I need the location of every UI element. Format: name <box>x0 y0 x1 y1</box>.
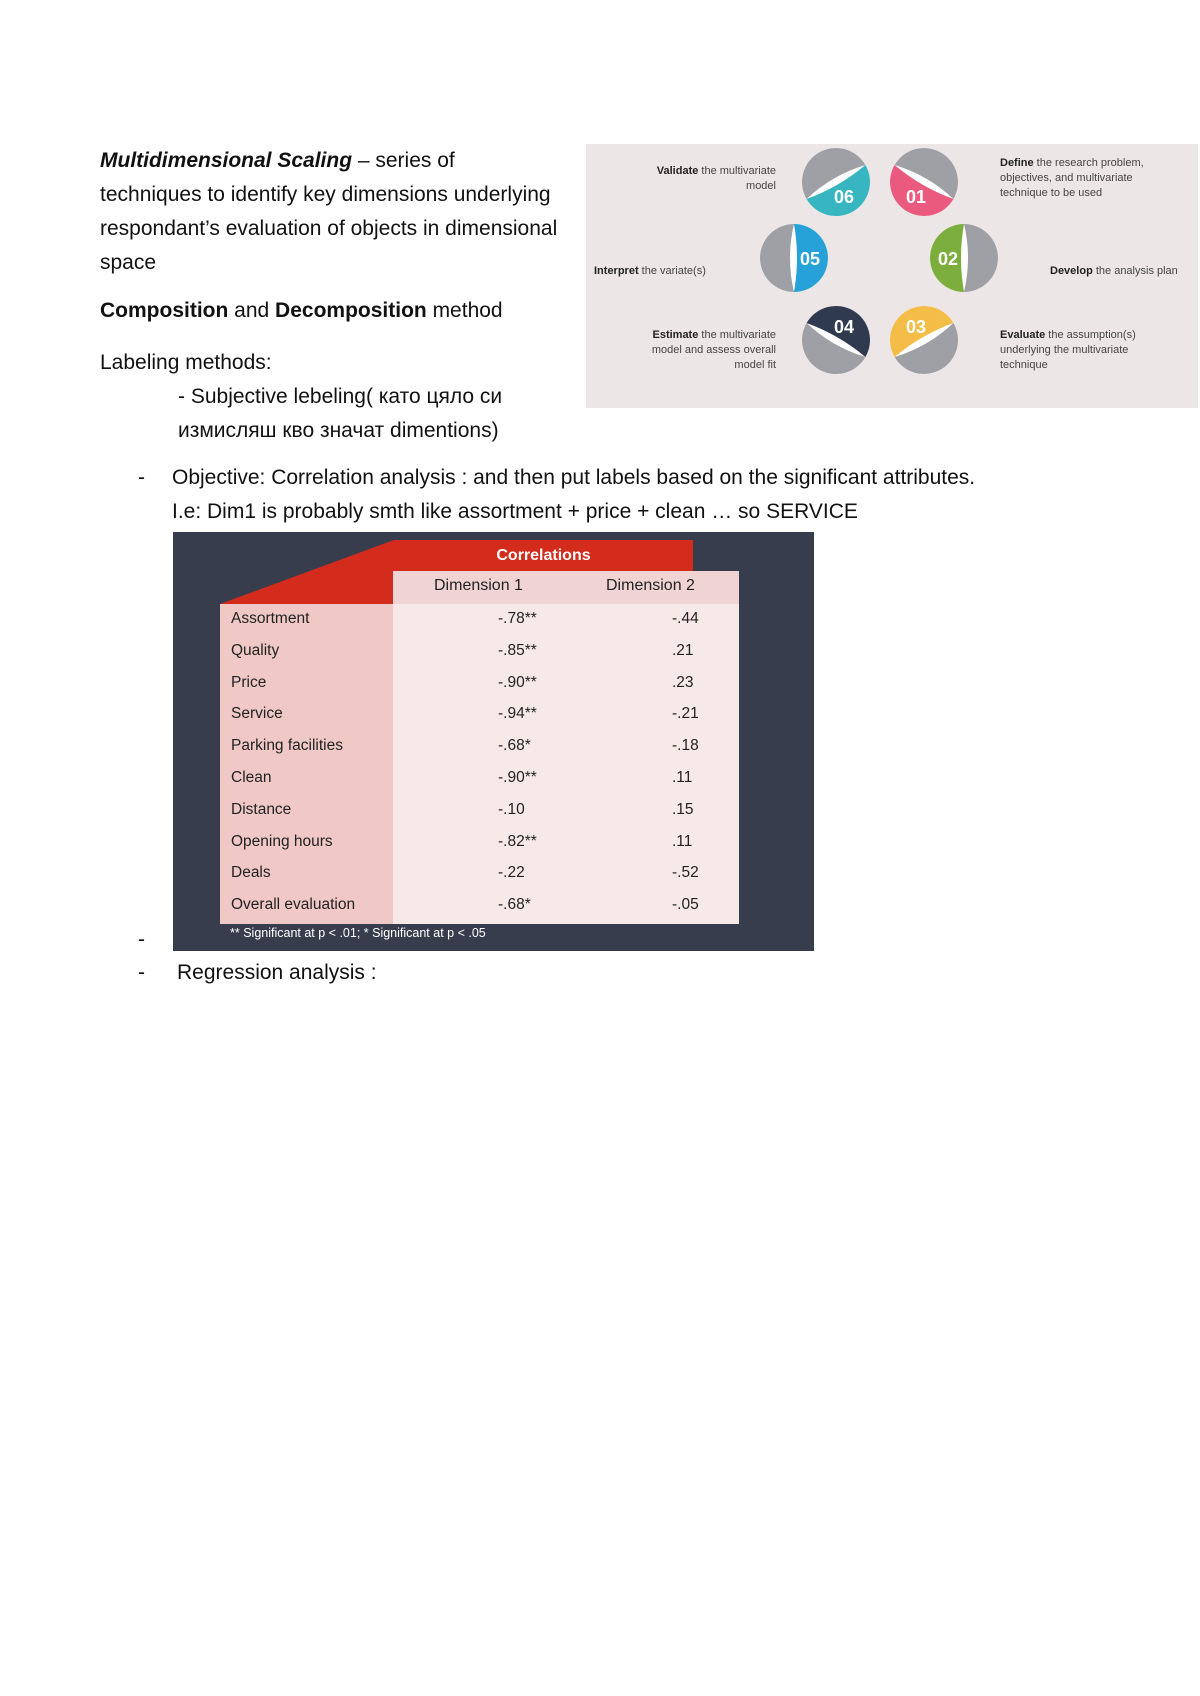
row-label: Assortment <box>231 610 310 627</box>
labeling-section <box>100 346 580 448</box>
bullet-dash: - <box>138 961 145 984</box>
table-row <box>220 827 739 859</box>
row-label: Overall evaluation <box>231 896 356 914</box>
correlations-figure <box>173 532 814 951</box>
dimension-2-value: -.05 <box>672 896 699 914</box>
row-label: Parking facilities <box>231 737 343 755</box>
dimension-1-value: -.78** <box>498 610 537 627</box>
dimension-1-value: -.68* <box>498 896 531 914</box>
decomposition-label: Decomposition <box>275 299 427 322</box>
table-row <box>220 731 739 763</box>
dimension-1-value: -.10 <box>498 800 525 818</box>
step-02-label: Develop the analysis plan <box>1050 265 1178 277</box>
dimension-2-value: -.52 <box>672 864 699 882</box>
row-label: Quality <box>231 641 280 659</box>
row-label: Opening hours <box>231 832 333 850</box>
dimension-1-value: -.82** <box>498 832 537 850</box>
labeling-title: Labeling methods: <box>100 351 272 374</box>
step-number: 05 <box>799 249 821 269</box>
composition-label: Composition <box>100 299 229 322</box>
dimension-2-value: .15 <box>672 800 694 818</box>
mds-term: Multidimensional Scaling <box>100 149 353 172</box>
dimension-2-value: -.18 <box>672 737 699 755</box>
step-05-label: Interpret the variate(s) <box>594 265 706 277</box>
regression-text: Regression analysis : <box>177 961 377 984</box>
dimension-2-value: -.21 <box>672 705 699 723</box>
row-label: Service <box>231 705 283 723</box>
objective-line-2: I.e: Dim1 is probably smth like assortment + price + clean … so SERVICE <box>172 500 858 523</box>
node-gray-petal <box>760 224 794 292</box>
step-04-label: Estimate the multivariate model and assess overall model fit <box>651 329 776 371</box>
dimension-1-value: -.90** <box>498 673 537 691</box>
bullet-dash: - <box>138 928 145 951</box>
cycle-step-01 <box>890 148 958 216</box>
table-row <box>220 699 739 731</box>
row-label: Distance <box>231 800 292 818</box>
significance-footnote: ** Significant at p < .01; * Significant at p < .05 <box>230 926 486 940</box>
step-number: 06 <box>833 186 855 207</box>
process-cycle-figure <box>586 144 1198 408</box>
mds-definition: – series of techniques to identify key dimensions underlying respondant’s evaluation of objects in dimensional space <box>100 149 558 274</box>
step-01-label: Define the research problem, objectives, and multivariate technique to be used <box>1000 157 1144 199</box>
cycle-step-03 <box>890 306 958 374</box>
table-row <box>220 604 739 636</box>
intro-paragraph <box>100 144 560 280</box>
and-text: and <box>228 299 276 322</box>
dimension-1-value: -.22 <box>498 864 525 882</box>
node-gray-petal <box>964 224 998 292</box>
table-row <box>220 795 739 827</box>
table-row <box>220 668 739 700</box>
header-wedge <box>220 540 395 604</box>
subjective-labeling: - Subjective lebeling( като цяло си измисляш кво значат dimentions) <box>178 385 503 442</box>
row-label: Price <box>231 673 267 691</box>
cycle-step-04 <box>802 306 870 374</box>
method-text: method <box>426 299 503 322</box>
dimension-2-header: Dimension 2 <box>606 577 695 594</box>
cycle-step-05 <box>760 224 828 292</box>
table-row <box>220 763 739 795</box>
table-row <box>220 890 739 922</box>
step-number: 01 <box>905 186 927 207</box>
methods-line <box>100 294 570 328</box>
objective-bullet <box>0 461 1200 533</box>
step-number: 03 <box>905 317 927 338</box>
dimension-1-value: -.85** <box>498 641 537 659</box>
dimension-1-value: -.68* <box>498 737 531 755</box>
cycle-step-02 <box>930 224 998 292</box>
dimension-1-value: -.94** <box>498 705 537 723</box>
regression-bullet <box>0 956 600 990</box>
dimension-2-value: .11 <box>672 832 693 850</box>
step-number: 04 <box>833 317 855 338</box>
column-header-row <box>393 571 739 604</box>
correlations-title: Correlations <box>394 540 693 571</box>
table-row <box>220 636 739 668</box>
dimension-2-value: .11 <box>672 769 693 786</box>
dimension-2-value: -.44 <box>672 610 699 627</box>
table-row <box>220 858 739 890</box>
dimension-1-header: Dimension 1 <box>434 577 523 594</box>
cycle-step-06 <box>802 148 870 216</box>
step-06-label: Validate the multivariate model <box>656 165 776 192</box>
step-number: 02 <box>937 249 959 269</box>
dimension-2-value: .23 <box>672 673 694 691</box>
row-label: Clean <box>231 769 272 786</box>
objective-line-1: Objective: Correlation analysis : and then put labels based on the significant attributes. <box>172 466 976 489</box>
empty-bullet <box>0 923 300 957</box>
bullet-dash: - <box>138 466 145 489</box>
row-label: Deals <box>231 864 271 882</box>
dimension-1-value: -.90** <box>498 769 537 786</box>
step-03-label: Evaluate the assumption(s) underlying the multivariate technique <box>1000 329 1136 371</box>
dimension-2-value: .21 <box>672 641 694 659</box>
